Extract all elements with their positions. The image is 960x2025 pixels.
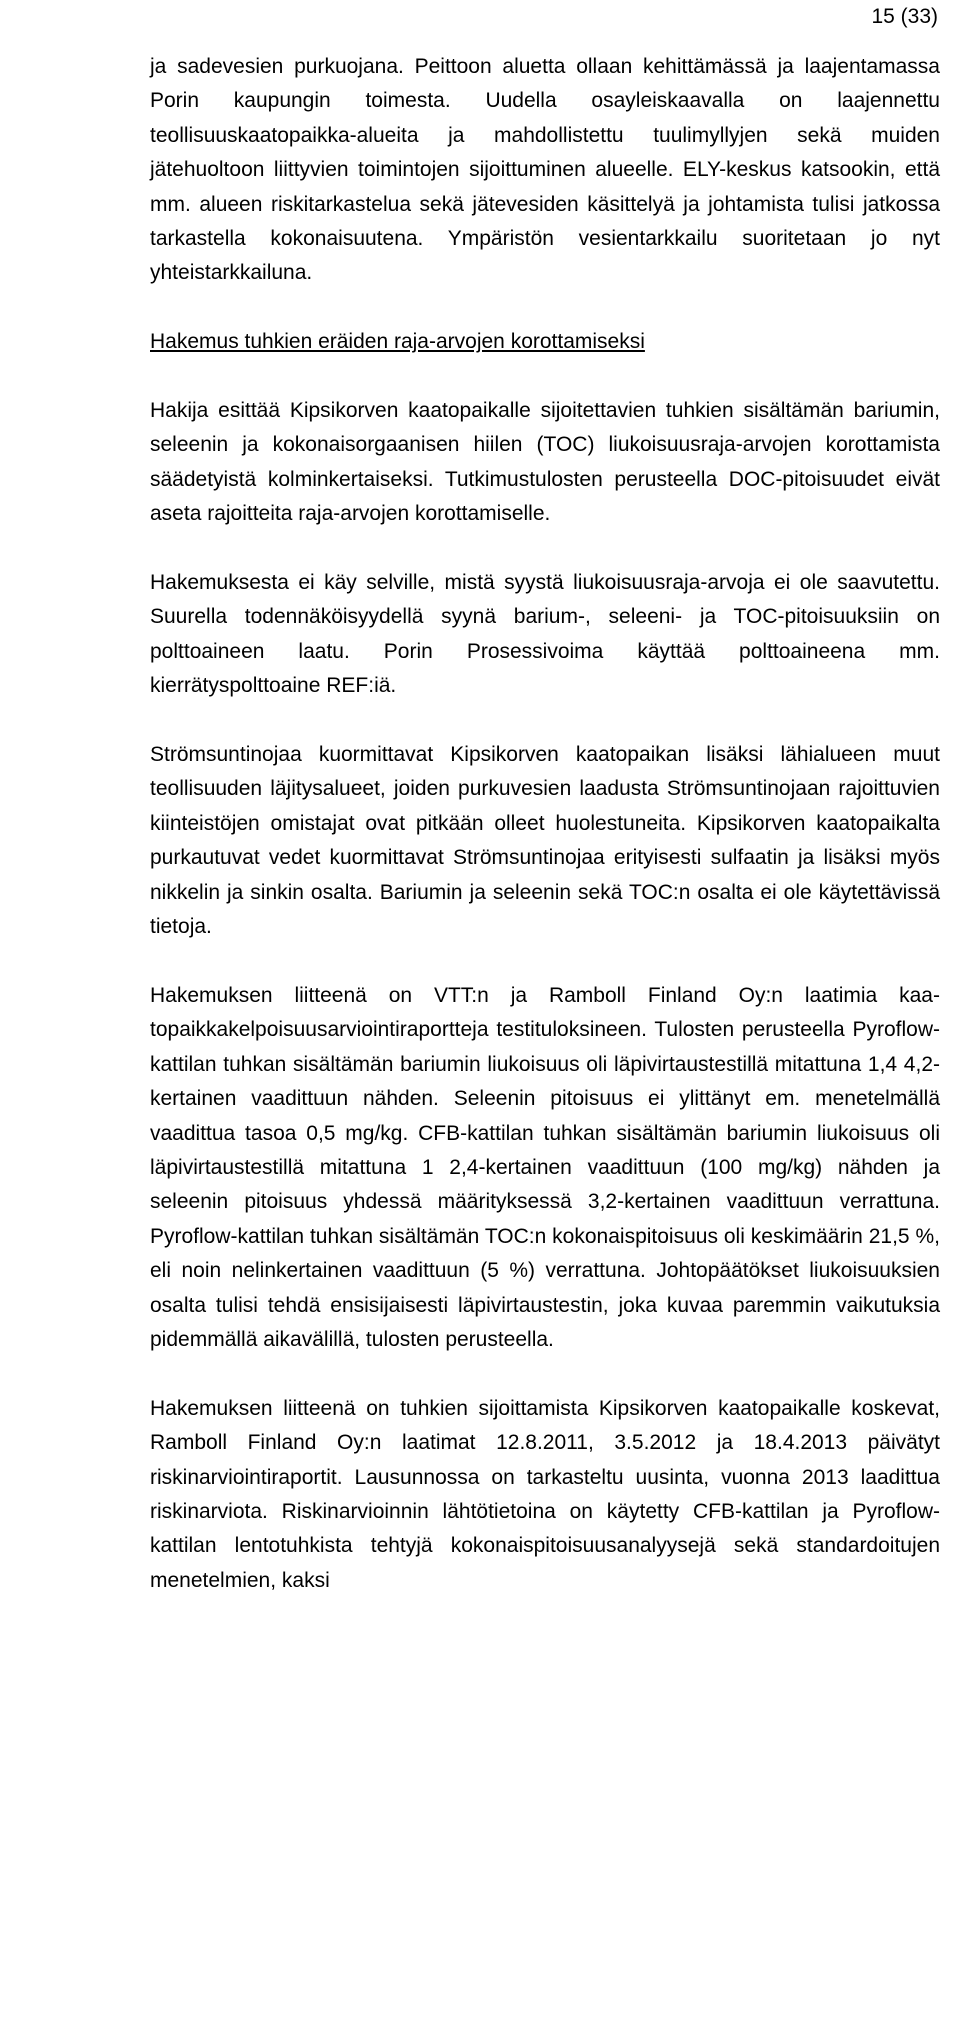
paragraph-stromsuntinoja: Strömsuntinojaa kuormittavat Kipsikorven kaatopaikan lisäksi lähialueen muut teollisuuden läjitysalueet, joiden purkuvesien laadusta Strömsuntinojaan rajoittuvien kiinteistöjen omistajat ovat pitkään olleet huolestuneita. Kipsikorven kaatopaikalta purkautuvat vedet kuormittavat Strömsuntinojaa erityisesti sulfaatin ja lisäksi myös nikkelin ja sinkin osalta. Bariumin ja seleenin sekä TOC:n osalta ei ole käytettävissä tietoja. xyxy=(150,743,940,939)
section-heading: Hakemus tuhkien eräiden raja-arvojen korottamiseksi xyxy=(150,330,645,354)
paragraph-unclear-reason: Hakemuksesta ei käy selville, mistä syystä liukoisuusraja-arvoja ei ole saavutettu. Suurella todennäköisyydellä syynä barium-, seleeni- ja TOC-pitoisuuksiin on polttoaineen laatu. Porin Prosessivoima käyttää polttoaineena mm. kierrätyspolttoaine REF:iä. xyxy=(150,571,940,698)
paragraph-sewer-discharge: ja sadevesien purkuojana. Peittoon aluetta ollaan kehittämässä ja laajentamassa Porin kaupungin toimesta. Uudella osayleiskaavalla on laajennettu teollisuuskaatopaikka-alueita ja mahdollistettu tuulimyllyjen sekä muiden jätehuoltoon liittyvien toimintojen sijoittuminen alueelle. ELY-keskus katsookin, että mm. alueen riskitarkastelua sekä jätevesiden käsittelyä ja johtamista tulisi jatkossa tarkastella kokonaisuutena. Ympäristön vesientarkkailu suoritetaan jo nyt yhteistarkkailuna. xyxy=(150,55,940,285)
paragraph-test-results: Hakemuksen liitteenä on VTT:n ja Ramboll Finland Oy:n laatimia kaatopaikkakelpoisuusarviointiraportteja testituloksineen. Tulosten perusteella Pyroflow-kattilan tuhkan sisältämän bariumin liukoisuus oli läpivirtaustestillä mitattuna 1,4 4,2-kertainen vaadittuun nähden. Seleenin pitoisuus ei ylittänyt em. menetelmällä vaadittua tasoa 0,5 mg/kg. CFB-kattilan tuhkan sisältämän bariumin liukoisuus oli läpivirtaustestillä mitattuna 1 2,4-kertainen vaadittuun (100 mg/kg) nähden ja seleenin pitoisuus yhdessä määrityksessä 3,2-kertainen vaadittuun verrattuna. Pyroflow-kattilan tuhkan sisältämän TOC:n kokonaispitoisuus oli keskimäärin 21,5 %, eli noin nelinkertainen vaadittuun (5 %) verrattuna. Johtopäätökset liukoisuuksien osalta tulisi tehdä ensisijaisesti läpivirtaustestin, joka kuvaa paremmin vaikutuksia pidemmällä aikavälillä, tulosten perusteella. xyxy=(150,983,940,1351)
paragraph-risk-assessment: Hakemuksen liitteenä on tuhkien sijoittamista Kipsikorven kaatopaikalle koskevat, Ramboll Finland Oy:n laatimat 12.8.2011, 3.5.2012 ja 18.4.2013 päivätyt riskinarviointiraportit. Lausunnossa on tarkasteltu uusinta, vuonna 2013 laadittua riskinarviota. Riskinarvioinnin lähtötietoina on käytetty CFB-kattilan ja Pyroflow-kattilan lentotuhkista tehtyjä kokonaispitoisuusanalyysejä sekä standardoitujen menetelmien, kaksi xyxy=(150,1396,940,1592)
page-number: 15 (33) xyxy=(871,5,938,28)
document-body xyxy=(150,50,940,1633)
paragraph-applicant-proposal: Hakija esittää Kipsikorven kaatopaikalle sijoitettavien tuhkien sisältämän bariumin, seleenin ja kokonaisorgaanisen hiilen (TOC) liukoisuusraja-arvojen korottamista säädetyistä kolminkertaiseksi. Tutkimustulosten perusteella DOC-pitoisuudet eivät aseta rajoitteita raja-arvojen korottamiselle. xyxy=(150,399,940,526)
